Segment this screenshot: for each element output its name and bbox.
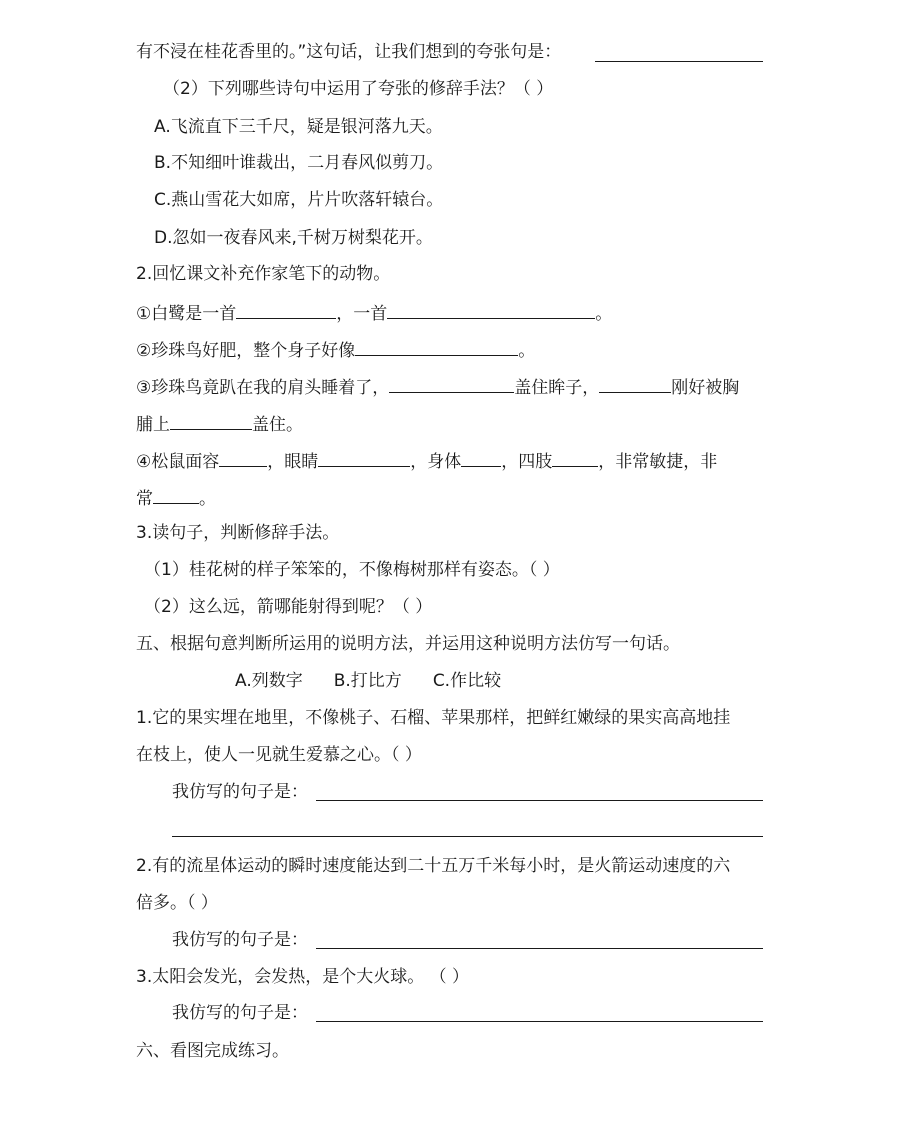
animal-item-3: ③珍珠鸟竟趴在我的肩头睡着了， 盖住眸子， 刚好被胸 [136, 374, 739, 399]
option-b: B.不知细叶谁裁出，二月春风似剪刀。 [154, 153, 444, 173]
method-options [235, 670, 501, 692]
imitate-label-1: 我仿写的句子是： [172, 782, 308, 802]
answer-blank-exaggeration[interactable] [595, 61, 763, 62]
passage-2-line-2: 倍多。（ ） [136, 893, 218, 913]
section-2-heading: 2.回忆课文补充作家笔下的动物。 [136, 264, 391, 284]
method-option-b: B.打比方 [333, 671, 402, 691]
method-option-a: A.列数字 [235, 671, 303, 691]
blank-4a[interactable] [219, 448, 267, 467]
imitate-label-3: 我仿写的句子是： [172, 1003, 308, 1023]
animal-item-3-cont: 脯上 盖住。 [136, 411, 303, 436]
blank-4d[interactable] [552, 448, 598, 467]
option-c: C.燕山雪花大如席，片片吹落轩辕台。 [154, 190, 444, 210]
passage-1-line-2: 在枝上，使人一见就生爱慕之心。（ ） [136, 745, 422, 765]
passage-3: 3.太阳会发光，会发热，是个大火球。 （ ） [136, 967, 470, 987]
blank-4e[interactable] [153, 485, 199, 504]
section-3-heading: 3.读句子，判断修辞手法。 [136, 523, 340, 543]
imitate-label-2: 我仿写的句子是： [172, 930, 308, 950]
section-5-heading: 五、根据句意判断所运用的说明方法，并运用这种说明方法仿写一句话。 [136, 634, 680, 654]
blank-4c[interactable] [461, 448, 501, 467]
blank-1a[interactable] [236, 300, 336, 319]
blank-1b[interactable] [387, 300, 595, 319]
option-a: A.飞流直下三千尺，疑是银河落九天。 [154, 117, 443, 137]
blank-4b[interactable] [318, 448, 410, 467]
blank-3c[interactable] [170, 411, 252, 430]
option-d: D.忽如一夜春风来,千树万树梨花开。 [154, 228, 433, 248]
imitate-answer-line-3[interactable] [316, 1021, 763, 1022]
blank-2a[interactable] [355, 337, 518, 356]
imitate-answer-line-1b[interactable] [172, 836, 763, 837]
method-option-c: C.作比较 [432, 671, 502, 691]
section-6-heading: 六、看图完成练习。 [136, 1041, 289, 1061]
judge-sentence-1: （1）桂花树的样子笨笨的，不像梅树那样有姿态。（ ） [144, 560, 560, 580]
animal-item-4: ④松鼠面容 ，眼睛 ，身体 ，四肢 ，非常敏捷，非 [136, 448, 717, 473]
imitate-answer-line-1[interactable] [316, 800, 763, 801]
animal-item-2: ②珍珠鸟好肥，整个身子好像 。 [136, 337, 535, 362]
animal-item-4-cont: 常 。 [136, 485, 216, 510]
text-line-1: 有不浸在桂花香里的。”这句话，让我们想到的夸张句是： [136, 42, 562, 62]
judge-sentence-2: （2）这么远，箭哪能射得到呢？（ ） [144, 597, 433, 617]
animal-item-1: ①白鹭是一首 ，一首 。 [136, 300, 612, 325]
blank-3b[interactable] [599, 374, 671, 393]
passage-2-line-1: 2.有的流星体运动的瞬时速度能达到二十五万千米每小时，是火箭运动速度的六 [136, 856, 731, 876]
imitate-answer-line-2[interactable] [316, 948, 763, 949]
blank-3a[interactable] [389, 374, 514, 393]
passage-1-line-1: 1.它的果实埋在地里，不像桃子、石榴、苹果那样，把鲜红嫩绿的果实高高地挂 [136, 708, 731, 728]
question-2-prompt: （2）下列哪些诗句中运用了夸张的修辞手法？（ ） [163, 79, 554, 99]
